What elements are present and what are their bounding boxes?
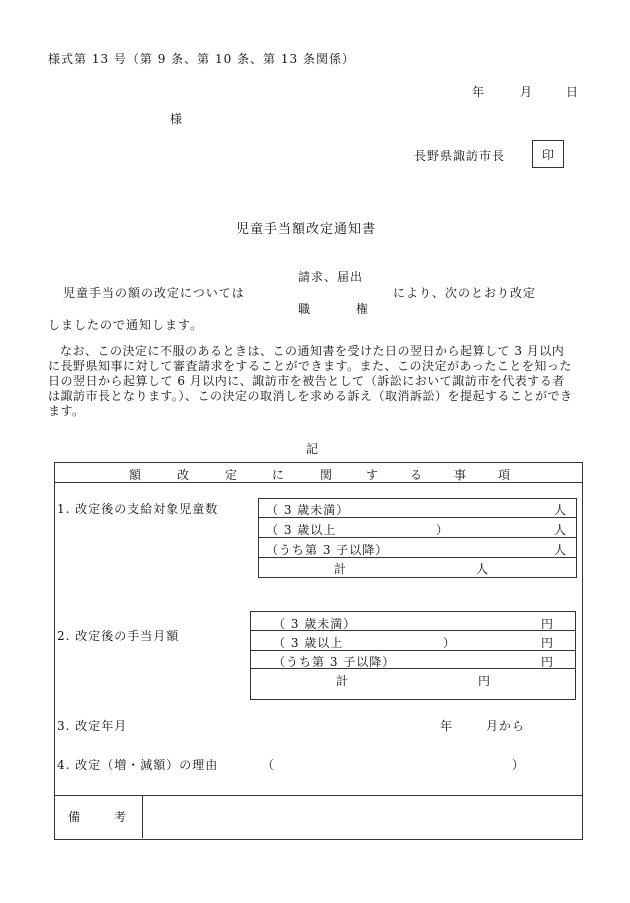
item1-row-mid: ） bbox=[436, 523, 449, 537]
item1-label: 1. 改定後の支給対象児童数 bbox=[57, 502, 219, 516]
item3-label: 3. 改定年月 bbox=[57, 719, 128, 733]
date-year: 年 bbox=[472, 85, 485, 99]
addressee-suffix: 様 bbox=[170, 112, 183, 126]
header-char: 事 bbox=[454, 468, 467, 482]
issuer: 長野県諏訪市長 bbox=[414, 149, 506, 163]
header-char: 関 bbox=[320, 468, 333, 482]
header-char: 定 bbox=[225, 468, 238, 482]
header-char: る bbox=[410, 468, 423, 482]
item2-row-label: （うち第 3 子以降） bbox=[273, 655, 396, 669]
date-day: 日 bbox=[566, 85, 579, 99]
page-title: 児童手当額改定通知書 bbox=[236, 222, 377, 237]
remarks-divider bbox=[54, 795, 582, 796]
header-char: 額 bbox=[129, 468, 142, 482]
item3-month-from: 月から bbox=[486, 719, 526, 733]
item2-row-label: （ 3 歳未満） bbox=[273, 617, 357, 631]
item2-row-unit: 円 bbox=[541, 655, 554, 669]
option-authority-1: 職 bbox=[298, 302, 311, 316]
item2-row-label: （ 3 歳以上 bbox=[273, 636, 344, 650]
item2-row-mid: ） bbox=[443, 636, 456, 650]
item1-row-label: （うち第 3 子以降） bbox=[266, 543, 389, 557]
item2-total-label: 計 bbox=[336, 674, 349, 688]
intro-line2: しましたので通知します。 bbox=[48, 318, 204, 332]
seal-box bbox=[532, 140, 564, 168]
header-char: 改 bbox=[177, 468, 190, 482]
item4-open-paren: （ bbox=[262, 758, 275, 772]
appeal-notice: なお、この決定に不服のあるときは、この通知書を受けた日の翌日から起算して 3 月以内に長野県知事に対して審査請求をすることができます。また、この決定があったことを知った日の翌日から起算して 6 月以内に、諏訪市を被告として（訴訟において諏訪市を代表する者は諏訪市長となります。）、この決定の取消しを求める訴え（取消訴訟）を提起することができます。 bbox=[48, 344, 573, 418]
option-authority-2: 権 bbox=[356, 302, 369, 316]
item1-row-unit: 人 bbox=[554, 523, 567, 537]
item1-row-unit: 人 bbox=[554, 543, 567, 557]
date-month: 月 bbox=[520, 85, 533, 99]
item1-row-unit: 人 bbox=[554, 503, 567, 517]
remarks-vline bbox=[142, 795, 143, 838]
header-char: す bbox=[366, 468, 379, 482]
item1-row-label: （ 3 歳以上 bbox=[266, 523, 337, 537]
item2-row-unit: 円 bbox=[541, 617, 554, 631]
item4-close-paren: ） bbox=[512, 758, 525, 772]
remarks-label-1: 備 bbox=[68, 810, 81, 824]
intro-prefix: 児童手当の額の改定については bbox=[63, 286, 245, 300]
item1-row-label: （ 3 歳未満） bbox=[266, 503, 350, 517]
item1-total-unit: 人 bbox=[476, 562, 489, 576]
item4-label: 4. 改定（増・減額）の理由 bbox=[57, 758, 219, 772]
option-request: 請求、届出 bbox=[298, 270, 364, 284]
header-char: に bbox=[272, 468, 285, 482]
intro-suffix: により、次のとおり改定 bbox=[393, 286, 537, 300]
header-char: 項 bbox=[498, 468, 511, 482]
form-label: 様式第 13 号（第 9 条、第 10 条、第 13 条関係） bbox=[48, 52, 355, 66]
ki-mark: 記 bbox=[306, 442, 319, 456]
seal-text: 印 bbox=[541, 147, 554, 162]
item3-year: 年 bbox=[440, 719, 453, 733]
remarks-label-2: 考 bbox=[114, 810, 127, 824]
item2-label: 2. 改定後の手当月額 bbox=[57, 629, 180, 643]
item2-total-unit: 円 bbox=[478, 674, 491, 688]
item2-row-unit: 円 bbox=[541, 636, 554, 650]
item1-total-label: 計 bbox=[334, 562, 347, 576]
